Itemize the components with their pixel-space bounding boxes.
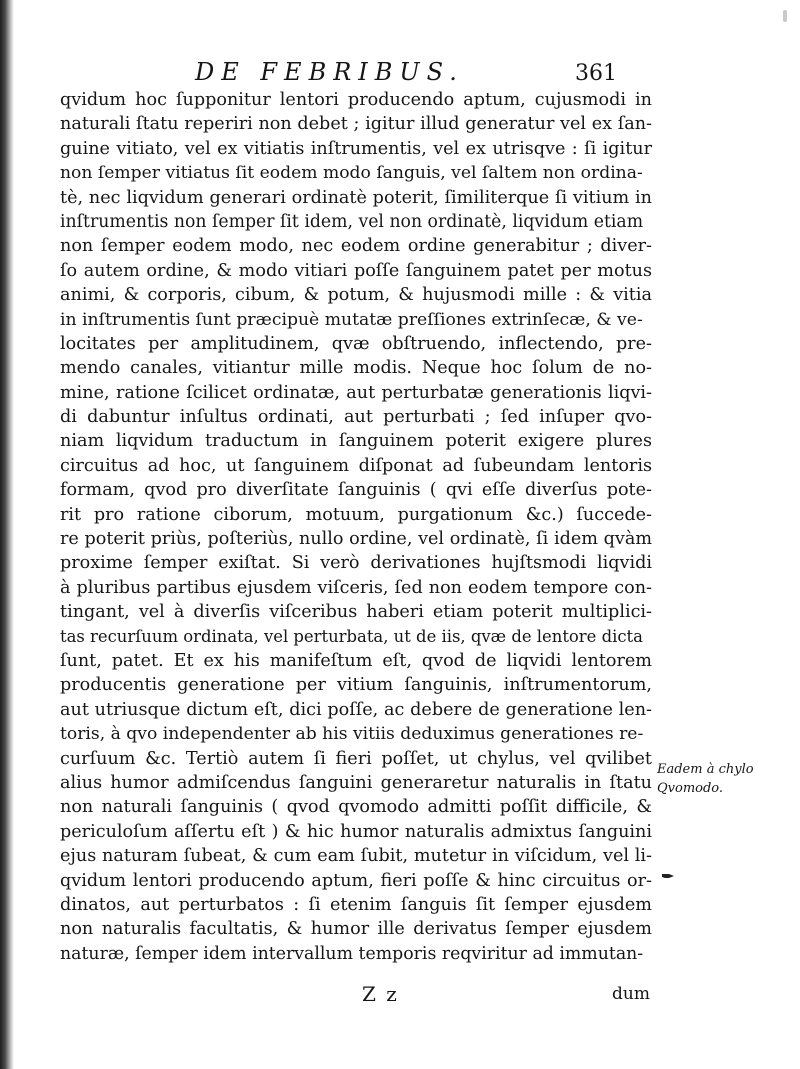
text-line: ſunt, patet. Et ex his manifeſtum eſt, qvod de liqvidi lentorem: [60, 650, 652, 671]
text-line: re poterit priùs, poſteriùs, nullo ordine, vel ordinatè, ſi idem qvàm: [60, 529, 652, 550]
text-line: non naturalis facultatis, & humor ille derivatus ſemper ejusdem: [60, 919, 652, 940]
text-line: tas recurſuum ordinata, vel perturbata, ut de iis, qvæ de lentore dicta: [60, 626, 643, 646]
page-number: 361: [575, 61, 617, 86]
text-line: qvidum hoc ſupponitur lentori producendo aptum, cujusmodi in: [60, 90, 652, 110]
text-line: curſuum &c. Tertiò autem ſi fieri poſſet, ut chylus, vel qvilibet: [60, 748, 652, 769]
signature-mark: Z z: [362, 982, 399, 1006]
text-line: rit pro ratione ciborum, motuum, purgationum &c.) ſuccede-: [60, 504, 652, 525]
marginal-note-line: Eadem à chylo: [657, 762, 754, 777]
text-line: alius humor admiſcendus ſanguini generaretur naturalis in ſtatu: [60, 772, 652, 793]
running-head: DE FEBRIBUS.: [195, 58, 464, 86]
text-line: non ſemper vitiatus ſit eodem modo ſanguis, vel ſaltem non ordina-: [60, 163, 643, 184]
text-line: proxime ſemper exiſtat. Si verò derivationes hujſtsmodi liqvidi: [60, 553, 652, 574]
text-line: qvidum lentori producendo aptum, fieri poſſe & hinc circuitus or-: [60, 870, 652, 891]
text-line: inſtrumentis non ſemper ſit idem, vel non ordinatè, liqvidum etiam: [60, 211, 644, 232]
text-line: naturali ſtatu reperiri non debet ; igitur illud generatur vel ex ſan-: [60, 114, 652, 135]
text-line: ejus naturam ſubeat, & cum eam ſubit, mutetur in viſcidum, vel li-: [60, 846, 652, 867]
text-line: ſo autem ordine, & modo vitiari poſſe ſanguinem patet per motus: [60, 260, 652, 281]
text-line: à pluribus partibus ejusdem viſceris, ſed non eodem tempore con-: [60, 577, 652, 598]
catchword: dum: [612, 984, 650, 1004]
text-line: formam, qvod pro diverſitate ſanguinis ( qvi eſſe diverſus pote-: [60, 480, 652, 501]
marginal-note: [657, 760, 754, 798]
text-line: dinatos, aut perturbatos : ſi etenim ſanguis ſit ſemper ejusdem: [60, 894, 652, 915]
text-line: locitates per amplitudinem, qvæ obſtruendo, inflectendo, pre-: [60, 333, 652, 354]
text-line: tingant, vel à diverſis viſceribus haberi etiam poterit multiplici-: [60, 602, 652, 623]
text-line: tè, nec liqvidum generari ordinatè poterit, ſimiliterque ſi vitium in: [60, 187, 652, 208]
text-line: naturæ, ſemper idem intervallum temporis reqviritur ad immutan-: [60, 943, 644, 964]
text-line: circuitus ad hoc, ut ſanguinem diſponat ad ſubeundam lentoris: [60, 455, 652, 476]
text-line: mine, ratione ſcilicet ordinatæ, aut perturbatæ generationis liqvi-: [60, 382, 652, 403]
text-line: non ſemper eodem modo, nec eodem ordine generabitur ; diver-: [60, 236, 652, 257]
body-text: [60, 88, 652, 966]
marginal-note-line: Qvomodo.: [657, 781, 724, 796]
text-line: periculoſum aſſertu eſt ) & hic humor naturalis admixtus ſanguini: [60, 821, 652, 842]
text-line: animi, & corporis, cibum, & potum, & hujusmodi mille : & vitia: [60, 285, 652, 306]
pointing-hand-icon: [661, 871, 675, 881]
text-line: niam liqvidum traductum in ſanguinem poterit exigere plures: [60, 431, 652, 452]
text-line: non naturali ſanguinis ( qvod qvomodo admitti poſſit difficile, &: [60, 797, 652, 818]
text-line: mendo canales, vitiantur mille modis. Neque hoc ſolum de no-: [60, 358, 652, 379]
text-line: guine vitiato, vel ex vitiatis inſtrumentis, vel ex utrisqve : ſi igitur: [60, 138, 652, 159]
text-line: toris, à qvo independenter ab his vitiis deduximus generationes re-: [60, 724, 644, 745]
text-line: aut utriusque dictum eſt, dici poſſe, ac debere de generatione len-: [60, 699, 652, 720]
text-line: producentis generatione per vitium ſanguinis, inſtrumentorum,: [60, 675, 652, 696]
text-line: di dabuntur inſultus ordinati, aut perturbati ; ſed inſuper qvo-: [60, 407, 652, 428]
text-line: in inſtrumentis ſunt præcipuè mutatæ preſſiones extrinſecæ, & ve-: [60, 309, 643, 330]
